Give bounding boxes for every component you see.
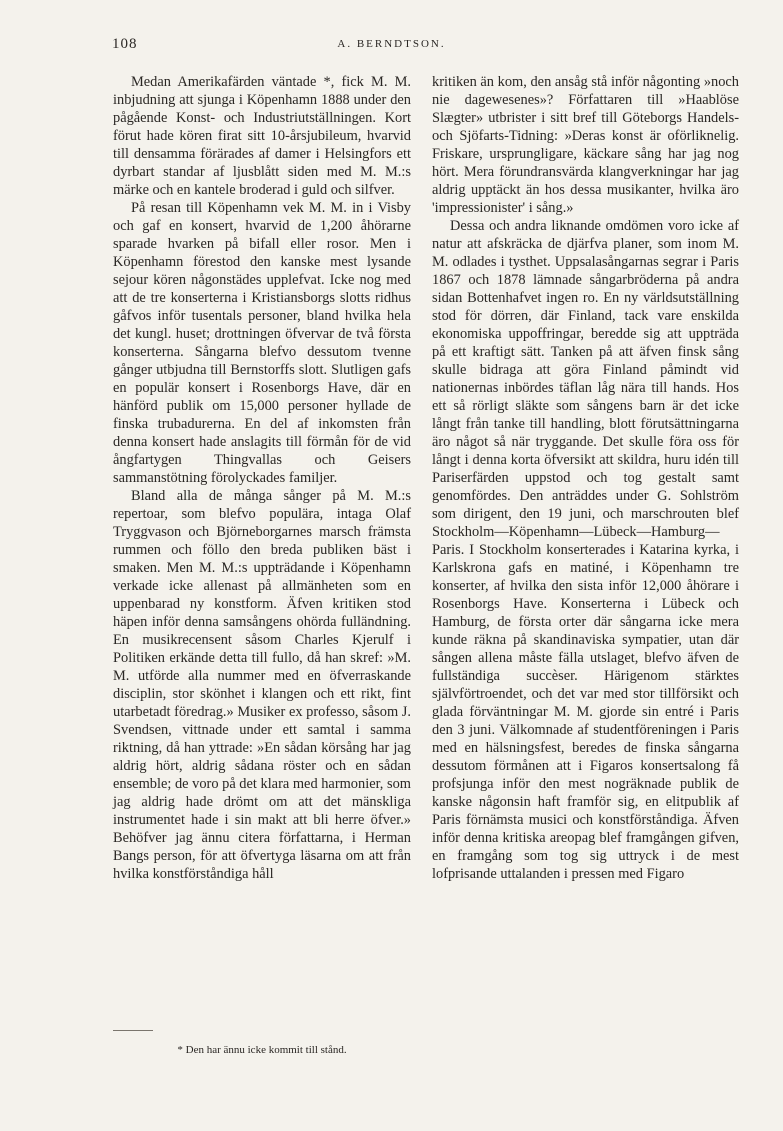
- paragraph: Medan Amerikafärden väntade *, fick M. M. inbjudning att sjunga i Köpenhamn 1888 under den pågående Konst- och Industriutställningen. Kort förut hade kören firat sitt 10-årsjubileum, hvarvid till densamma förärades af damer i Helsingfors ett dyrbart standar af ljusblått siden med M. M.:s märke och en kantele broderad i guld och silfver.: [113, 74, 411, 198]
- right-column: [432, 73, 739, 883]
- paragraph: Bland alla de många sånger på M. M.:s repertoar, som blefvo populära, intaga Olaf Tryggvason och Björneborgarnes marsch främsta rummen och föllo den breda publiken bäst i smaken. Men M. M.:s uppträdande i Köpenhamn verkade icke allenast på allmänheten som en uppenbarad ny konstform. Äfven kritiken stod häpen inför denna samsångens ohörda fulländning. En musikrecensent såsom Charles Kjerulf i Politiken erkände detta till fullo, då han skref: »M. M. utförde alla nummer med en öfverraskande disciplin, stor skönhet i klangen och ett rikt, fint utarbetadt föredrag.» Musiker ex professo, såsom J. Svendsen, vittnade under ett samtal i samma riktning, då han yttrade: »En sådan körsång har jag aldrig hört, aldrig sådana röster och en sådan ensemble; de voro på det klara med harmonier, som jag aldrig hade drömt om att det mänskliga instrumentet hade i sin makt att bli herre öfver.» Behöfver jag ännu citera författarna, i Herman Bangs person, för att öfvertyga läsarna om att från hvilka konstförståndiga håll: [113, 488, 411, 882]
- footnote: * Den har ännu icke kommit till stånd.: [177, 1044, 347, 1056]
- running-head: A. BERNDTSON.: [337, 38, 446, 50]
- paragraph: Dessa och andra liknande omdömen voro icke af natur att afskräcka de djärfva planer, som inom M. M. odlades i tysthet. Uppsalasångarnas segrar i Paris 1867 och 1878 lämnade sångarbröderna på andra sidan Bottenhafvet ingen ro. En ny världsutställning stod för dörren, där Finland, tack vare enskilda ekonomiska uppoffringar, beredde sig att uppträda på ett kraftigt sätt. Tanken på att äfven finsk sång skulle bidraga att göra Finland påmindt vid nationernas inbördes täflan låg nära till hands. Hos ett så rörligt släkte som sångens barn är det icke långt från tanke till handling, blott förutsättningarna äro något så när tryggande. Det skulle föra oss för långt i denna korta öfversikt att skildra, huru idén till Pariserfärden uppstod och tog gestalt samt genomfördes. Den anträddes under G. Sohlström som dirigent, den 19 juni, och marschrouten blef Stockholm—Köpenhamn—Lübeck—Hamburg—Paris. I Stockholm konserterades i Katarina kyrka, i Karlskrona gafs en matiné, i Köpenhamn tre konserter, af hvilka den sista inför 12,000 åhörare i Rosenborgs Have. Konserterna i Lübeck och Hamburg, de första orter där sångarna icke mera kunde räkna på skandinaviska sympatier, utan där sången allena måste fälla utslaget, blefvo äfven de fullständiga succèser. Härigenom stärktes självförtroendet, och det var med stor tillförsikt och glada förväntningar M. M. gjorde sin entré i Paris den 3 juni. Välkomnade af studentföreningen i Paris med en hälsningsfest, beredes de finska sångarna dessutom förmånen att i Figaros konsertsalong få profsjunga inför den mest nogräknade publik de kanske någonsin haft framför sig, en elitpublik af Paris förnämsta musici och konstförståndiga. Äfven inför denna kritiska areopag blef framgången gifven, en framgång som tog sig uttryck i de mest lofprisande uttalanden i pressen med Figaro: [432, 218, 739, 882]
- footnote-rule: [113, 1030, 153, 1031]
- paragraph: På resan till Köpenhamn vek M. M. in i Visby och gaf en konsert, hvarvid de 1,200 åhörarne sparade hvarken på bifall eller rosor. Men i Köpenhamn förestod den kanske mest lysande sejour kören någonstädes upplefvat. Icke nog med att de tre konserterna i Kristiansborgs slotts ridhus gåfvos inför tusentals personer, bland hvilka hela det kungl. huset; drottningen öfvervar de två första konserterna. Sångarna blefvo dessutom tvenne gånger utbjudna till Bernstorffs slott. Slutligen gafs en populär konsert i Rosenborgs Have, där en hänförd publik om 15,000 personer hyllade de finska trubadurerna. En del af inkomsten från denna konsert hade anslagits till förmån för de vid ångfartygen Thingvallas och Geisers sammanstötning förolyckades familjer.: [113, 200, 411, 486]
- left-column: [113, 73, 411, 883]
- paragraph: kritiken än kom, den ansåg stå inför någonting »noch nie dagewesenes»? Författaren till »Haablöse Slægter» utbrister i sitt bref till Göteborgs Handels- och Sjöfarts-Tidning: »Deras konst är oförliknelig. Friskare, ursprungligare, käckare sång har jag nog hört. Mera förundransvärda klangverkningar har jag aldrig upptäckt än hos dessa musikanter, hvilka äro 'impressionister' i sång.»: [432, 74, 739, 216]
- page-number: 108: [112, 36, 138, 52]
